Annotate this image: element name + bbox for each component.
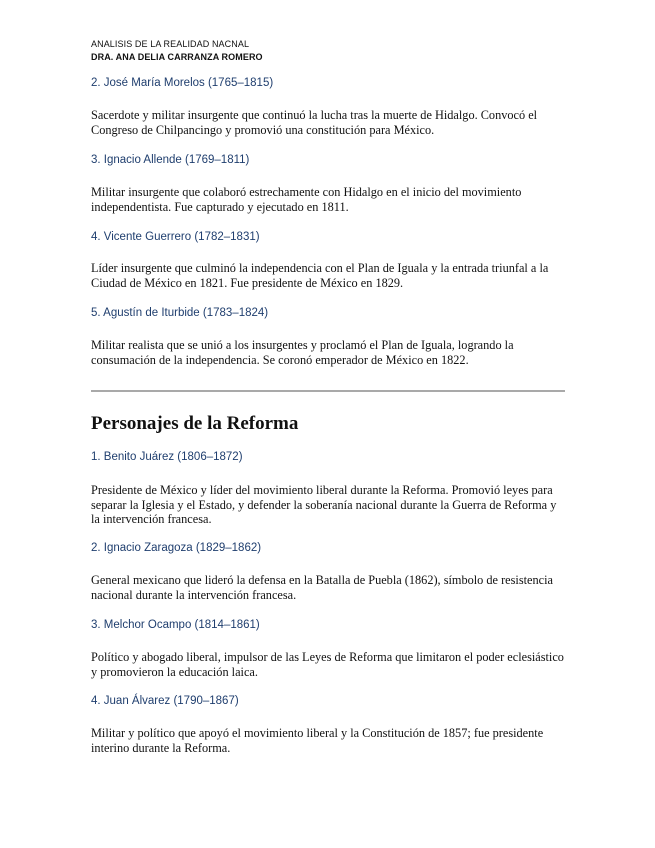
section-title-ocampo: 3. Melchor Ocampo (1814–1861) <box>91 619 260 631</box>
paragraph-guerrero: Líder insurgente que culminó la independencia con el Plan de Iguala y la entrada triunfal a la Ciudad de México en 1821. Fue presidente de México en 1829. <box>91 261 549 290</box>
header-author: DRA. ANA DELIA CARRANZA ROMERO <box>91 52 263 62</box>
header-course-title: ANALISIS DE LA REALIDAD NACNAL <box>91 39 250 49</box>
section-title-iturbide: 5. Agustín de Iturbide (1783–1824) <box>91 307 269 319</box>
paragraph-ocampo: Político y abogado liberal, impulsor de las Leyes de Reforma que limitaron el poder eclesiástico y promovieron la educación laica. <box>91 650 564 679</box>
paragraph-juarez: Presidente de México y líder del movimiento liberal durante la Reforma. Promovió leyes para separar la Iglesia y el Estado, y defender la soberanía nacional durante la Guerra de Reforma y la intervención francesa. <box>91 483 557 527</box>
section-divider <box>91 390 565 392</box>
section-title-morelos: 2. José María Morelos (1765–1815) <box>91 77 274 89</box>
section-title-alvarez: 4. Juan Álvarez (1790–1867) <box>91 695 239 707</box>
paragraph-allende: Militar insurgente que colaboró estrechamente con Hidalgo en el inicio del movimiento independentista. Fue capturado y ejecutado en 1811. <box>91 185 522 214</box>
paragraph-zaragoza: General mexicano que lideró la defensa en la Batalla de Puebla (1862), símbolo de resistencia nacional durante la intervención francesa. <box>91 573 553 602</box>
section-title-zaragoza: 2. Ignacio Zaragoza (1829–1862) <box>91 542 262 554</box>
section-title-guerrero: 4. Vicente Guerrero (1782–1831) <box>91 231 260 243</box>
section-title-allende: 3. Ignacio Allende (1769–1811) <box>91 154 250 166</box>
paragraph-morelos: Sacerdote y militar insurgente que continuó la lucha tras la muerte de Hidalgo. Convocó el Congreso de Chilpancingo y promovió una constitución para México. <box>91 108 538 137</box>
heading-reforma: Personajes de la Reforma <box>91 413 299 434</box>
section-title-juarez: 1. Benito Juárez (1806–1872) <box>91 451 243 463</box>
paragraph-alvarez: Militar y político que apoyó el movimiento liberal y la Constitución de 1857; fue presidente interino durante la Reforma. <box>91 726 544 755</box>
paragraph-iturbide: Militar realista que se unió a los insurgentes y proclamó el Plan de Iguala, logrando la consumación de la independencia. Se coronó emperador de México en 1822. <box>91 338 514 367</box>
